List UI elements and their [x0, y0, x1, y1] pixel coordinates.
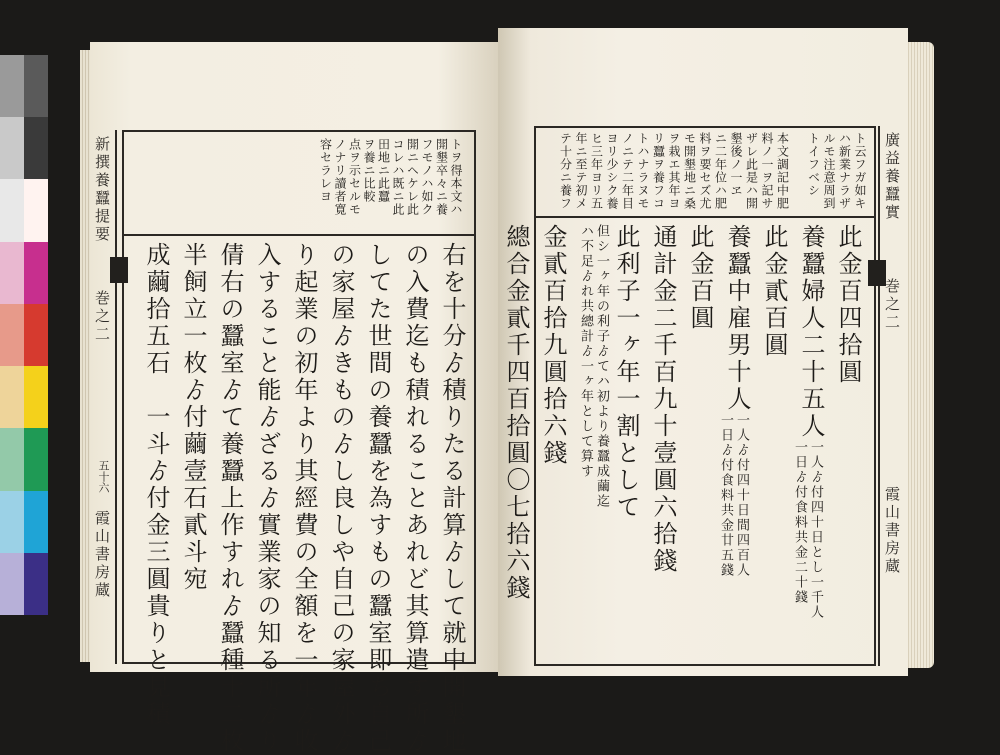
left-page: [90, 42, 500, 755]
header-note-column: フモノハ如ク: [420, 138, 434, 216]
header-note-column: ルモ注意周到: [822, 132, 836, 210]
left-margin-publisher: 霞山書房蔵: [93, 510, 111, 600]
annotation-column: 一日ゟ付食料共金二十錢: [792, 440, 807, 605]
body-text-column: 半飼立一枚ゟ付繭壹石貳斗宛: [179, 242, 207, 593]
header-note-column: 本文調記中肥: [775, 132, 790, 210]
body-text-column: 總合金貳千四百拾圓〇七拾六錢: [502, 224, 530, 602]
body-text-column: 金貳百拾九圓拾六錢: [539, 224, 567, 467]
header-note-column: ニ二年位ハ肥: [713, 132, 728, 210]
header-note-column: ノニテ二年目: [620, 132, 635, 210]
header-note-column: ハ新業ナラザ: [837, 132, 852, 210]
body-text-column: 此金百圓: [686, 224, 714, 332]
body-text-column: り起業の初年より其經費の全額を一年ゟ收: [290, 242, 318, 755]
header-note-column: ヲ養ニ比較: [362, 138, 376, 203]
calibration-swatch: [24, 55, 48, 117]
left-header-divider: [122, 234, 474, 236]
calibration-swatch: [24, 428, 48, 490]
header-note-column: 容セラレヨ: [318, 138, 333, 203]
calibration-swatch: [24, 117, 48, 179]
header-note-column: 田地ニ此蠶: [376, 138, 391, 203]
header-note-column: 開墾卒々ニ養: [434, 138, 449, 216]
header-note-column: ヲ栽エ其年ヨ: [667, 132, 681, 210]
header-note-column: 開ニヘケレ此: [405, 138, 420, 216]
header-note-column: トヲ得本文ハ: [449, 138, 463, 216]
header-note-column: モ開墾地ニ桑: [682, 132, 697, 210]
calibration-swatch: [0, 55, 24, 117]
body-text-column: 通計金二千百九十壹圓六拾錢: [649, 224, 677, 575]
header-note-column: ヒ三年ヨリ五: [589, 132, 604, 210]
annotation-column: 但シ一ヶ年の利子ゟてハ初より養蠶成繭迄: [594, 224, 609, 509]
calibration-swatch: [0, 179, 24, 241]
body-text-column: 養蠶中雇男十人: [723, 224, 751, 413]
calibration-swatch: [24, 553, 48, 615]
annotation-column: ハ不足ゟれ共總計ゟ一ヶ年として算す: [578, 224, 593, 479]
header-note-column: ト云フガ如キ: [853, 132, 867, 210]
right-margin-publisher: 霞山書房蔵: [883, 486, 901, 576]
calibration-swatch: [0, 491, 24, 553]
right-header-divider: [534, 216, 874, 218]
left-margin-volume: 巻之二: [93, 290, 111, 344]
header-note-column: 墾後ノ一ヱ: [729, 132, 743, 197]
header-note-column: 料ヲ要セズ尤: [698, 132, 712, 210]
calibration-swatch: [0, 553, 24, 615]
calibration-swatch: [0, 117, 24, 179]
body-text-column: してた世間の養蠶を為すもの蠶室即ち自己: [364, 242, 392, 755]
body-text-column: 此利子一ヶ年一割として: [612, 224, 640, 521]
annotation-column: 一日ゟ付食料共金廿五錢: [718, 413, 733, 578]
header-note-column: トイフベシ: [806, 132, 821, 197]
left-margin-rule: [115, 130, 117, 664]
annotation-column: 一人ゟ付四十日とし一千人: [808, 440, 823, 620]
annotation-column: 一人ゟ付四十日間四百人: [734, 413, 749, 578]
calibration-swatch: [24, 366, 48, 428]
right-margin-rule: [878, 126, 880, 666]
calibration-swatch: [0, 428, 24, 490]
header-note-column: 料ノ一ヲ記サ: [760, 132, 774, 210]
body-text-column: 入すること能ゟざるゟ實業家の知る所ゟり: [253, 242, 281, 755]
header-note-column: トハナラヌモ: [636, 132, 650, 210]
calibration-swatch: [24, 179, 48, 241]
calibration-swatch: [0, 242, 24, 304]
body-text-column: の入費迄も積れることあれど其算遣す所ゟ: [401, 242, 429, 755]
calibration-swatch: [0, 304, 24, 366]
right-margin-title: 廣益養蠶實: [883, 132, 901, 222]
header-note-column: 点ヲ示セルモ: [347, 138, 362, 216]
header-note-column: テ十分ニ養フ: [558, 132, 573, 210]
header-note-column: ヨリ少シク養: [605, 132, 619, 210]
right-margin-volume: 巻之二: [883, 278, 901, 332]
body-text-column: 右を十分ゟ積りたる計算ゟして就中開墾地: [438, 242, 466, 755]
calibration-swatch: [24, 491, 48, 553]
left-margin-title: 新撰養蠶提要: [93, 136, 111, 244]
header-note-column: ノナリ讀者寛: [333, 138, 347, 216]
header-note-column: コレハ既ニ此: [391, 138, 405, 216]
header-note-column: 年ニ至テ初メ: [574, 132, 588, 210]
body-text-column: 此金百四拾圓: [834, 224, 862, 386]
color-calibration-strip: [0, 55, 48, 615]
calibration-swatch: [24, 304, 48, 366]
body-text-column: 此金貳百圓: [760, 224, 788, 359]
header-note-column: リ蠶ヲ養フコ: [651, 132, 666, 210]
body-text-column: 成繭拾五石 一斗ゟ付金三圓貴りと見積: [142, 242, 170, 728]
left-fishtail-mark: [110, 257, 128, 283]
body-text-column: 倩右の蠶室ゟて養蠶上作すれゟ蠶種十二枚: [216, 242, 244, 755]
right-page: [498, 28, 908, 676]
calibration-swatch: [24, 242, 48, 304]
left-folio-number: 五十六: [97, 460, 110, 493]
calibration-swatch: [0, 366, 24, 428]
body-text-column: 養蠶婦人二十五人: [797, 224, 825, 440]
body-text-column: の家屋ゟきものゟし良しや自己の家屋外ゟ: [327, 242, 355, 755]
header-note-column: ザレ此是ハ開: [744, 132, 759, 210]
